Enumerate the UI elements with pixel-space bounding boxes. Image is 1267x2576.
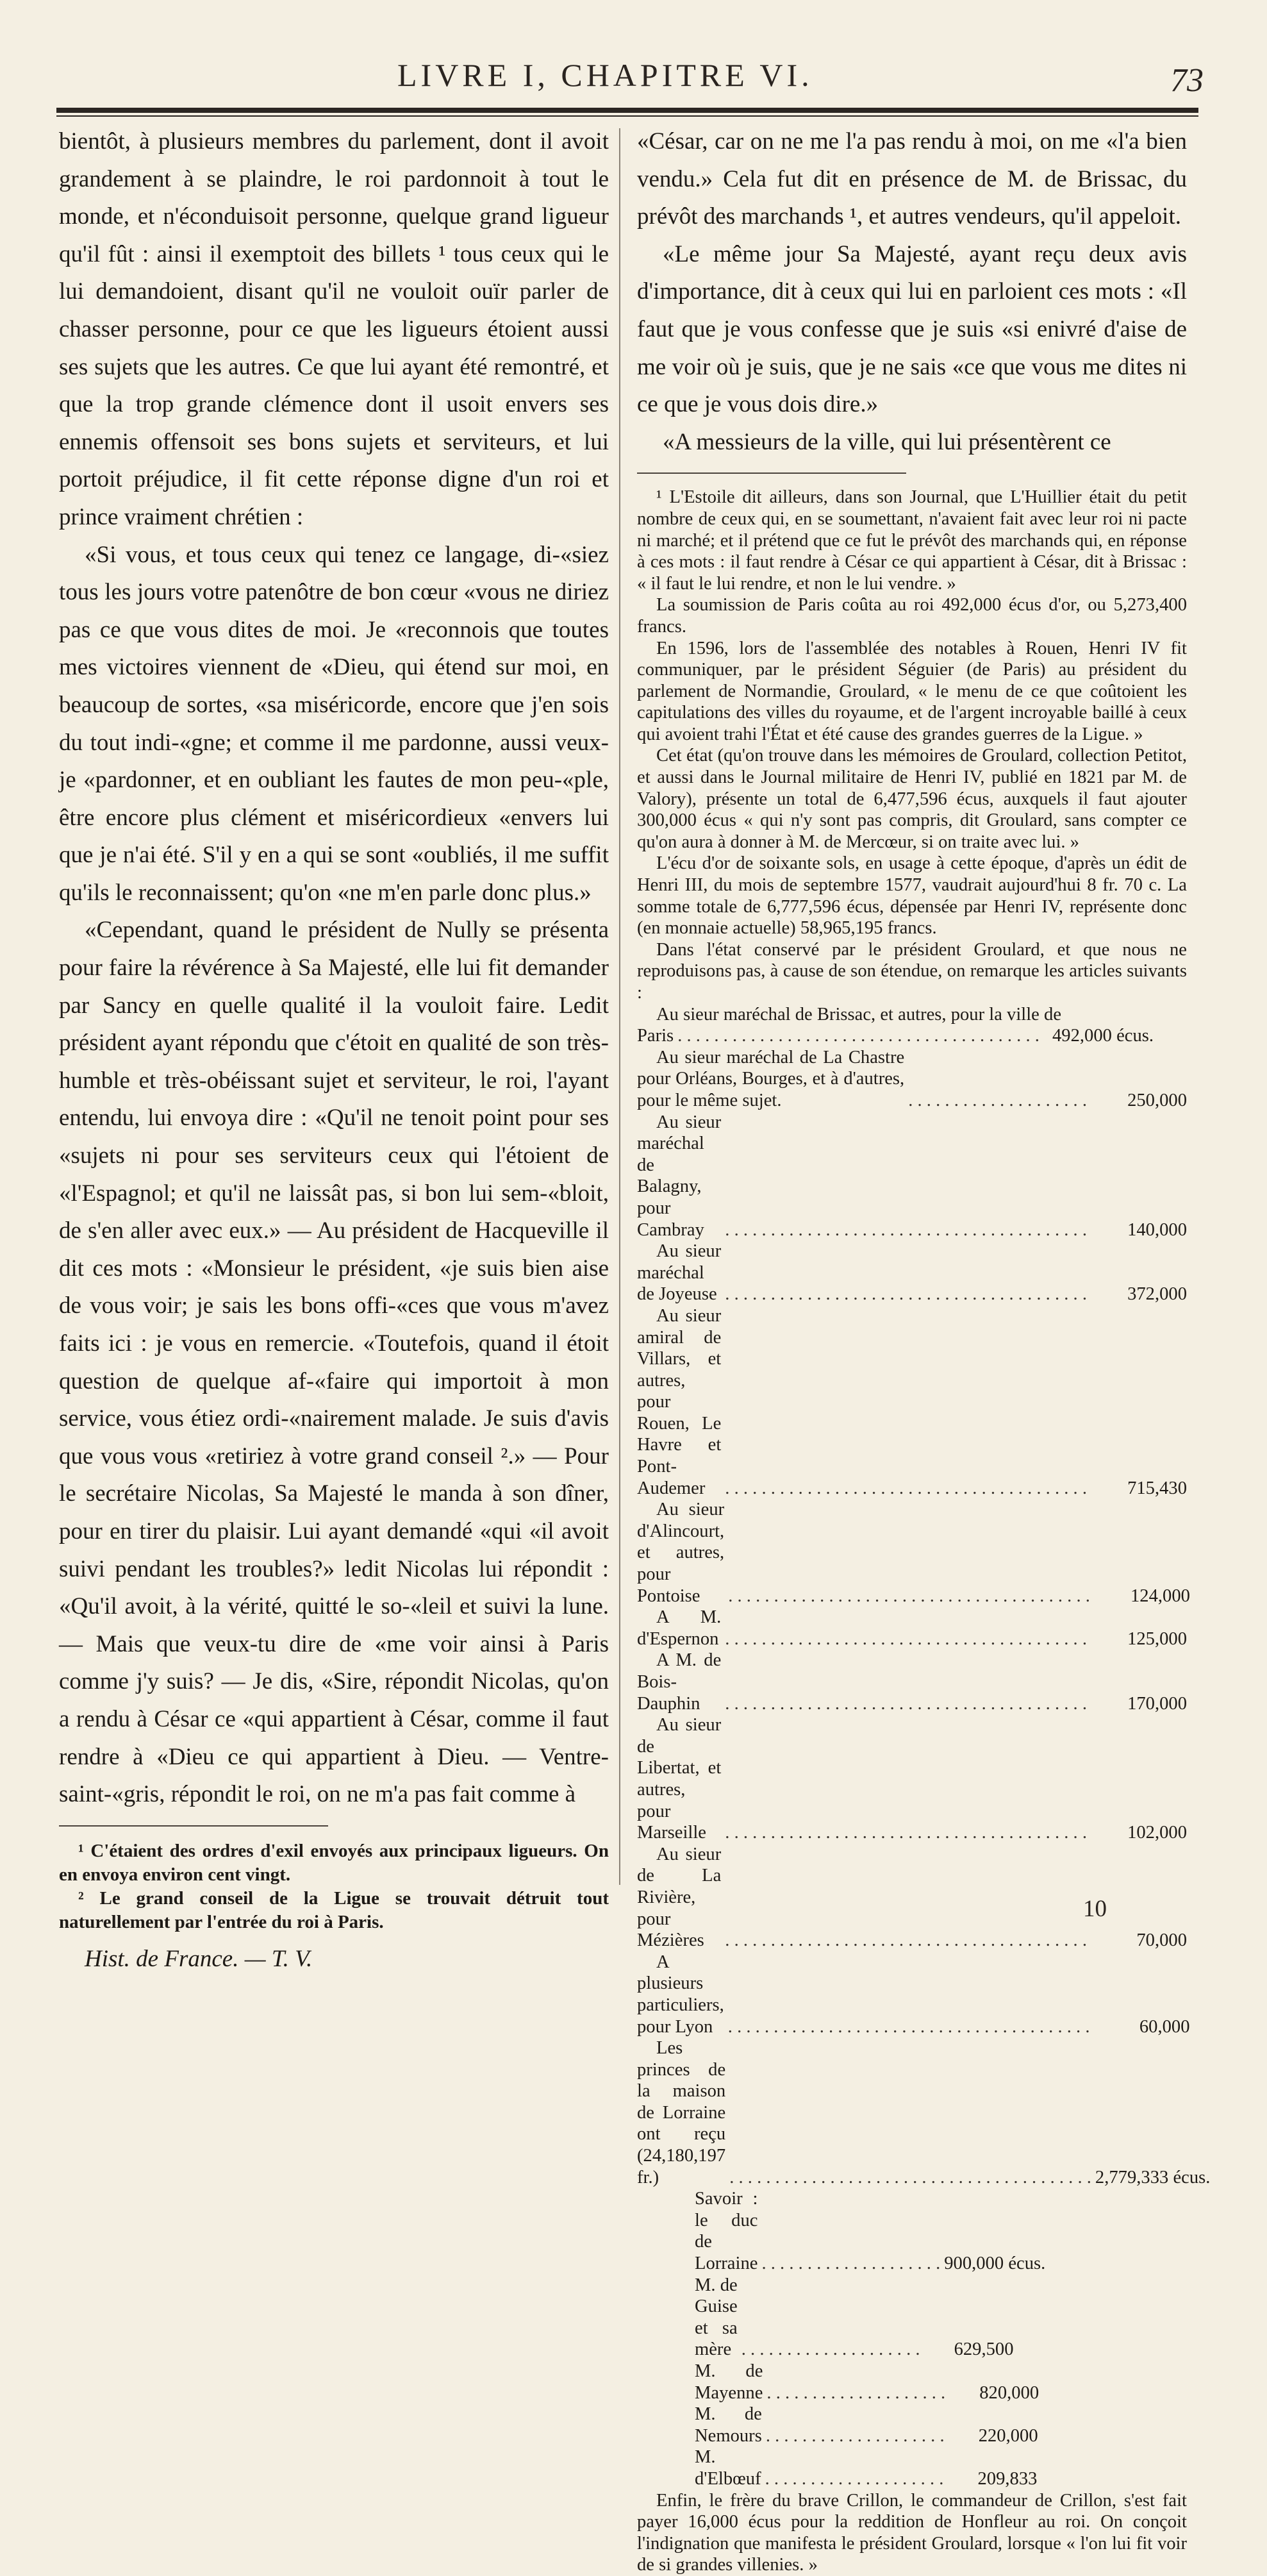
list-item — [637, 1241, 1187, 1305]
sublist-item-amount: 209,833 — [977, 2468, 1038, 2489]
leader-dots: . . . . . . . . . . . . . . . . . . . . — [908, 1090, 1087, 1110]
list-item-label: A plusieurs particuliers, pour Lyon — [637, 1952, 724, 2037]
list-item-amount: 124,000 — [1130, 1585, 1190, 1606]
sublist-item-amount: 220,000 — [978, 2425, 1038, 2446]
footnote: Cet état (qu'on trouve dans les mémoires de Groulard, collection Petitot, et aussi dans le Journal militaire de Henri IV, publié en 1821 par M. de Valory), présente un total de 6,477,596 écus, auxquels il faut ajouter 300,000 écus « qui n'y sont pas compris, dit Groulard, sans compter ce qu'on aura à donner à M. de Mercœur, si on traite avec lui. » — [637, 746, 1187, 852]
paragraph: bientôt, à plusieurs membres du parlement, dont il avoit grandement à se plaindre, le roi pardonnoit à tout le monde, et n'éconduisoit personne, quelque grand ligueur qu'il fût : ainsi il exemptoit des billets ¹ tous ceux qui le lui demandoient, disant qu'il ne vouloit ouïr parler de chasser personne, pour ce que les ligueurs étoient aussi ses sujets que les autres. Ce que lui ayant été remontré, et que la trop grande clémence dont il usoit envers ses ennemis offensoit ses bons sujets et serviteurs, et lui portoit préjudice, il fit cette réponse digne d'un roi et prince vraiment chrétien : — [59, 128, 609, 530]
right-footnotes — [637, 487, 1211, 2576]
footnote-separator — [637, 473, 906, 474]
leader-dots: . . . . . . . . . . . . . . . . . . . . — [741, 2339, 920, 2360]
leader-dots: . . . . . . . . . . . . . . . . . . . . . . . . . . . . . . . . . . . . . . . . — [728, 1585, 1090, 1606]
sublist-intro-label: Savoir : le duc de Lorraine — [695, 2189, 758, 2274]
header-rule-thin — [56, 115, 1198, 117]
list-item-amount: 70,000 — [1136, 1930, 1187, 1951]
sublist-item — [695, 2446, 1038, 2489]
list-item-amount: 170,000 — [1127, 1693, 1187, 1714]
footnote: L'écu d'or de soixante sols, en usage à cette époque, d'après un édit de Henri III, du mois de septembre 1577, vaudrait aujourd'hui 8 fr. 70 c. La somme totale de 6,777,596 écus, dépensée par Henri IV, représente donc (en monnaie actuelle) 58,965,195 francs. — [637, 853, 1187, 939]
paragraph: «César, car on ne me l'a pas rendu à moi, on me «l'a bien vendu.» Cela fut dit en présence de M. de Brissac, du prévôt des marchands ¹, et autres vendeurs, qu'il appeloit. — [637, 128, 1187, 230]
list-intro: Au sieur maréchal de Brissac, et autres, pour la ville de — [656, 1004, 1062, 1025]
leader-dots: . . . . . . . . . . . . . . . . . . . . . . . . . . . . . . . . . . . . . . . . — [725, 1693, 1087, 1714]
list-item-amount: 60,000 — [1139, 2016, 1190, 2037]
list-item — [637, 1112, 1187, 1241]
list-item — [637, 1714, 1187, 1844]
sublist-item-label: M. de Guise et sa mère — [695, 2275, 738, 2360]
left-footnotes — [59, 1839, 609, 1971]
leader-dots: . . . . . . . . . . . . . . . . . . . . . . . . . . . . . . . . . . . . . . . . — [725, 1823, 1087, 1843]
sublist-item — [695, 2275, 1014, 2361]
leader-dots: . . . . . . . . . . . . . . . . . . . . . . . . . . . . . . . . . . . . . . . . — [725, 1284, 1087, 1305]
sublist-item-amount: 820,000 — [979, 2382, 1039, 2403]
list-item-label: Au sieur maréchal de La Chastre pour Orléans, Bourges, et à d'autres, pour le même sujet. — [637, 1047, 905, 1110]
list-item — [637, 1499, 1190, 1607]
footnote: La soumission de Paris coûta au roi 492,000 écus d'or, ou 5,273,400 francs. — [637, 595, 1187, 637]
footnote-separator — [59, 1825, 328, 1827]
right-body — [637, 123, 1187, 461]
sublist-item — [695, 2361, 1039, 2404]
paragraph: «Si vous, et tous ceux qui tenez ce langage, di-«siez tous les jours votre patenôtre de bon cœur «vous ne diriez pas ce que vous dites de moi. Je «reconnois que toutes mes victoires viennent de «Dieu, qui étend sur moi, en beaucoup de sortes, «sa miséricorde, encore que j'en sois du tout indi-«gne; et comme il me pardonne, aussi veux-je «pardonner, et en oubliant les fautes de mon peu-«ple, être encore plus clément et miséricordieux «envers lui que je n'ai été. S'il y en a qui se sont «oubliés, il me suffit qu'ils le reconnaissent; qu'on «ne m'en parle donc plus.» — [59, 541, 609, 906]
signature-number: 10 — [1083, 1896, 1107, 1922]
header-rule — [56, 108, 1198, 113]
footnote: ¹ L'Estoile dit ailleurs, dans son Journal, que L'Huillier était du petit nombre de ceux qui, en se soumettant, n'avaient fait avec leur roi ni pacte ni marché; et il prétend que ce fut le prévôt des marchands qui, en réponse à ces mots : il faut rendre à César ce qui appartient à César, dit à Brissac : « il faut le lui rendre, et non le lui vendre. » — [637, 487, 1187, 594]
list-item-label: Au sieur de La Rivière, pour Mézières — [637, 1844, 722, 1951]
paragraph: «Cependant, quand le président de Nully se présenta pour faire la révérence à Sa Majesté, elle lui fit demander par Sancy en quelle qualité il la vouloit faire. Ledit président ayant répondu que c'étoit en qualité de son très-humble et très-obéissant sujet et serviteur, le roi, l'ayant entendu, lui envoya dire : «Qu'il ne tenoit point pour ses «sujets ni pour ses serviteurs ceux qui l'étoient de «l'Espagnol; et qu'il ne laissât pas, si bon lui sem-«bloit, de s'en aller avec eux.» — Au président de Hacqueville il dit ces mots : «Monsieur le président, «je suis bien aise de vous voir; je sais les bons offi-«ces que vous m'avez faits ici : je vous en remercie. «Toutefois, quand il étoit question de quelque af-«faire qui importoit à mon service, vous étiez ordi-«nairement malade. Je suis d'avis que vous vous «retiriez à votre grand conseil ².» — Pour le secrétaire Nicolas, Sa Majesté le manda à son dîner, pour en tirer du plaisir. Lui ayant demandé «qui «il avoit suivi pendant les troubles?» ledit Nicolas lui répondit : «Qu'il avoit, à la vérité, quitté le so-«leil et suivi la lune. — Mais que veux-tu dire de «me voir ainsi à Paris comme j'y suis? — Je dis, «Sire, répondit Nicolas, qu'on a rendu à César ce «qui appartient à César, comme il faut rendre à «Dieu ce qui appartient à Dieu. — Ventre-saint-«gris, répondit le roi, on ne m'a pas fait comme à — [59, 917, 609, 1808]
leader-dots: . . . . . . . . . . . . . . . . . . . . . . . . . . . . . . . . . . . . . . . . — [725, 1930, 1087, 1951]
footnote: ² Le grand conseil de la Ligue se trouvait détruit tout naturellement par l'entrée du roi à Paris. — [59, 1887, 609, 1932]
lorraine-sublist — [637, 2188, 1187, 2489]
list-item-amount: 492,000 écus. — [1052, 1026, 1154, 1046]
list-item-label: A M. d'Espernon — [637, 1607, 722, 1649]
footnote: Dans l'état conservé par le président Groulard, et que nous ne reproduisons pas, à cause de son étendue, on remarque les articles suivants : — [637, 939, 1187, 1003]
list-item-label: Au sieur maréchal de Balagny, pour Cambray — [637, 1112, 722, 1240]
footnote: En 1596, lors de l'assemblée des notables à Rouen, Henri IV fit communiquer, par le président Séguier (de Paris) au président du parlement de Normandie, Groulard, « le menu de ce que coûtoient les capitulations des villes du royaume, et de l'argent incroyable baillé à ceux qui avoient trahi l'État et été cause des grandes guerres de la Ligue. » — [637, 638, 1187, 744]
right-column — [637, 123, 1211, 2576]
list-item — [637, 1607, 1187, 1650]
list-item-label: Au sieur d'Alincourt, et autres, pour Pontoise — [637, 1500, 725, 1606]
leader-dots: . . . . . . . . . . . . . . . . . . . . . . . . . . . . . . . . . . . . . . . . — [725, 1478, 1087, 1498]
sublist-item-amount: 629,500 — [954, 2339, 1014, 2360]
signature-line: Hist. de France. — T. V. — [85, 1945, 313, 1972]
leader-dots: . . . . . . . . . . . . . . . . . . . . — [765, 2425, 945, 2446]
list-item — [637, 2037, 1211, 2188]
column-divider — [619, 128, 620, 1885]
list-item-label: Paris — [637, 1026, 674, 1046]
paragraph: «A messieurs de la ville, qui lui présentèrent ce — [663, 428, 1111, 455]
list-item-label: A M. de Bois-Dauphin — [637, 1650, 722, 1714]
sublist-item — [695, 2404, 1038, 2446]
list-item-label: Au sieur maréchal de Joyeuse — [637, 1241, 722, 1305]
page-number: 73 — [1170, 62, 1204, 99]
paragraph: «Le même jour Sa Majesté, ayant reçu deux avis d'importance, dit à ceux qui lui en parloient ces mots : «Il faut que je vous confesse que je suis «si enivré d'aise de me voir où je suis, que je ne sais «ce que vous me dites ni ce que je vous dois dire.» — [637, 240, 1187, 418]
list-item-label: Au sieur amiral de Villars, et autres, pour Rouen, Le Havre et Pont-Audemer — [637, 1305, 722, 1498]
list-item — [637, 1305, 1187, 1499]
leader-dots: . . . . . . . . . . . . . . . . . . . . . . . . . . . . . . . . . . . . . . . . — [729, 2167, 1091, 2187]
list-item-amount: 102,000 — [1127, 1823, 1187, 1843]
sublist-intro — [695, 2188, 1046, 2274]
left-body — [59, 123, 609, 1814]
list-item — [637, 1952, 1190, 2037]
list-item-label: Les princes de la maison de Lorraine ont reçu (24,180,197 fr.) — [637, 2038, 726, 2187]
sublist-item-label: M. d'Elbœuf — [695, 2447, 761, 2489]
list-item-amount: 250,000 — [1127, 1090, 1187, 1110]
list-item-amount: 2,779,333 écus. — [1095, 2167, 1211, 2187]
leader-dots: . . . . . . . . . . . . . . . . . . . . — [761, 2254, 941, 2274]
list-item-amount: 140,000 — [1127, 1219, 1187, 1240]
footnote: ¹ C'étaient des ordres d'exil envoyés aux principaux ligueurs. On en envoya environ cent vingt. — [59, 1840, 609, 1885]
leader-dots: . . . . . . . . . . . . . . . . . . . . . . . . . . . . . . . . . . . . . . . . — [725, 1219, 1087, 1240]
list-item-label: Au sieur de Libertat, et autres, pour Marseille — [637, 1715, 722, 1843]
payment-list — [637, 1025, 1211, 2188]
leader-dots: . . . . . . . . . . . . . . . . . . . . — [765, 2468, 944, 2489]
list-item — [637, 1025, 1187, 1047]
leader-dots: . . . . . . . . . . . . . . . . . . . . . . . . . . . . . . . . . . . . . . . . — [727, 2016, 1090, 2037]
closing-note: Enfin, le frère du brave Crillon, le commandeur de Crillon, s'est fait payer 16,000 écus pour la reddition de Honfleur au roi. On conçoit l'indignation que manifesta le président Groulard, lorsque « l'on lui fit voir de si grandes villenies. » — [637, 2490, 1187, 2575]
list-item — [637, 1047, 1187, 1112]
left-column — [59, 123, 609, 1971]
list-item-amount: 125,000 — [1127, 1628, 1187, 1649]
leader-dots: . . . . . . . . . . . . . . . . . . . . — [766, 2382, 946, 2403]
sublist-item-label: M. de Mayenne — [695, 2361, 763, 2403]
sublist-item-label: M. de Nemours — [695, 2404, 762, 2446]
leader-dots: . . . . . . . . . . . . . . . . . . . . . . . . . . . . . . . . . . . . . . . . — [677, 1026, 1039, 1046]
list-item-amount: 715,430 — [1127, 1478, 1187, 1498]
sublist-intro-amount: 900,000 écus. — [944, 2254, 1046, 2274]
leader-dots: . . . . . . . . . . . . . . . . . . . . . . . . . . . . . . . . . . . . . . . . — [725, 1628, 1087, 1649]
list-item-amount: 372,000 — [1127, 1284, 1187, 1305]
running-head: LIVRE I, CHAPITRE VI. — [397, 57, 813, 93]
list-item — [637, 1650, 1187, 1714]
